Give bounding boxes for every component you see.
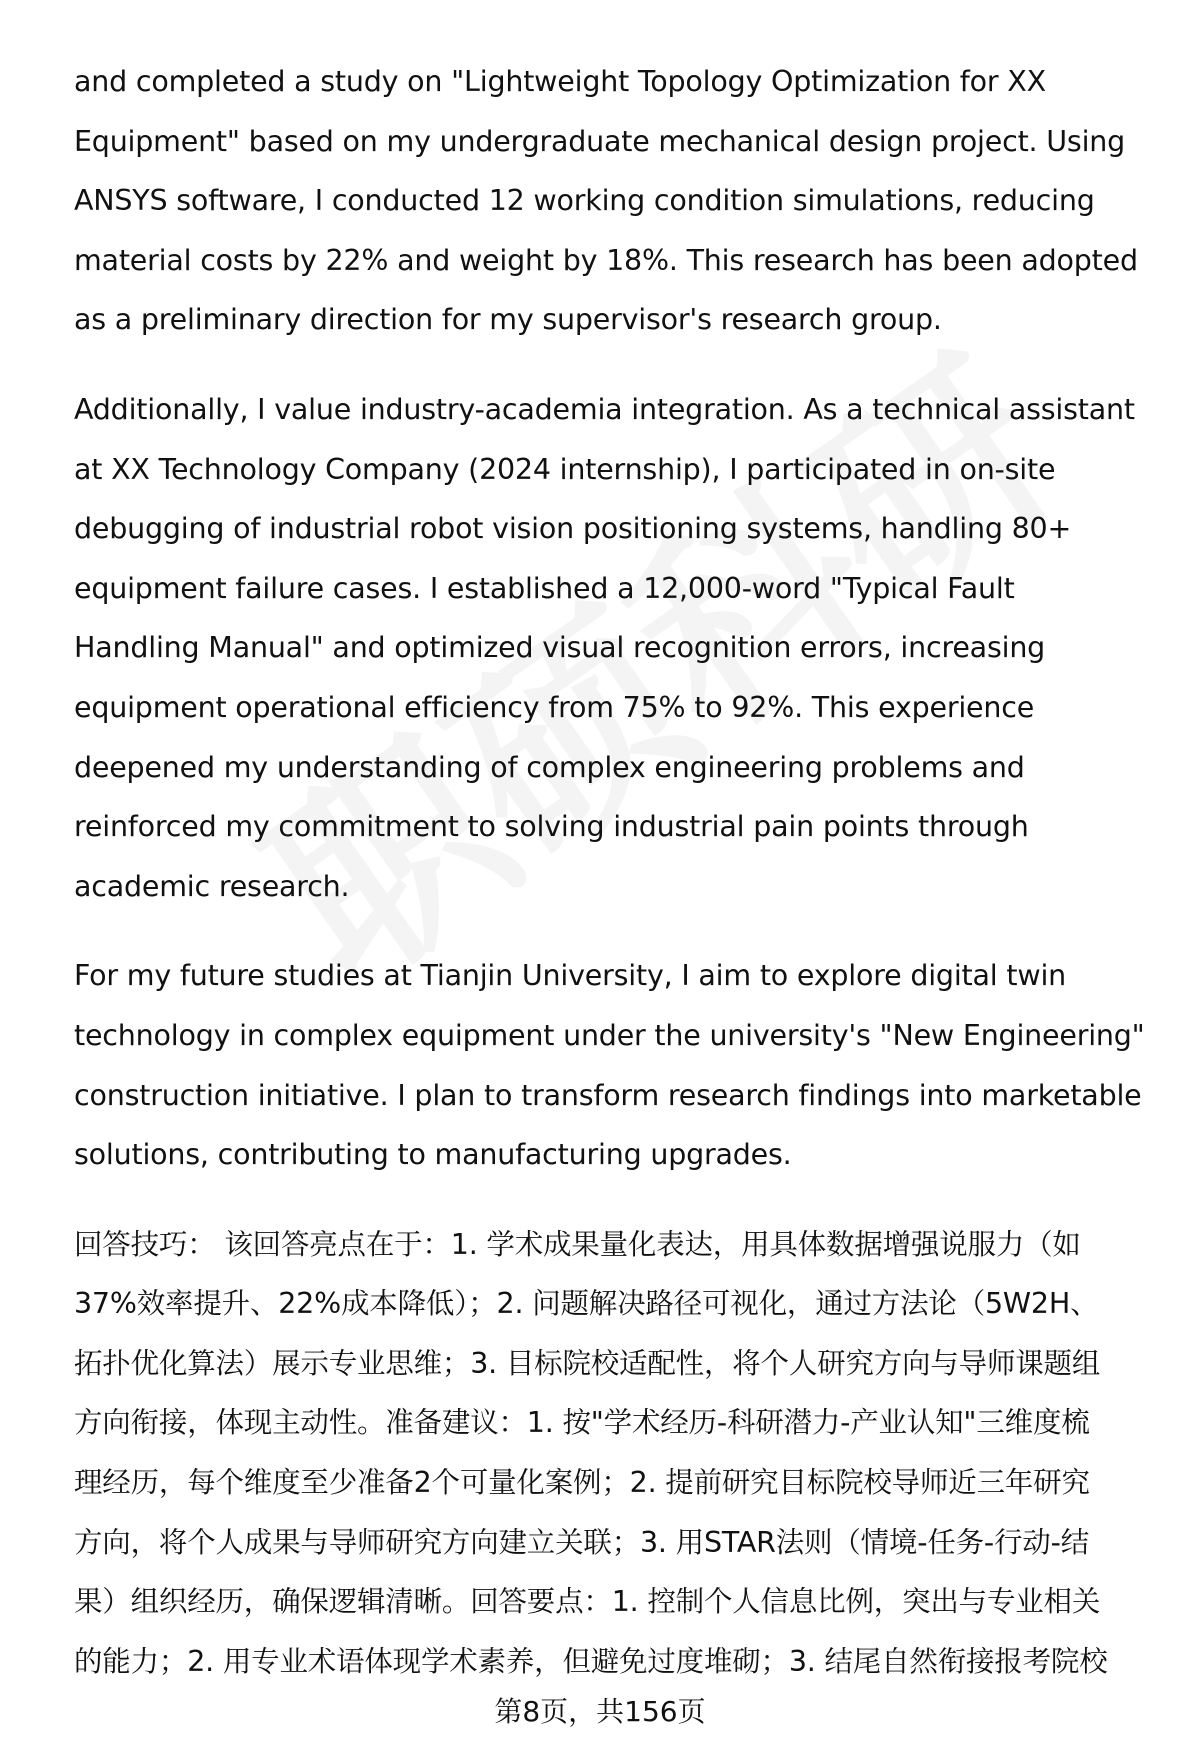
text-line: 果）组织经历，确保逻辑清晰。回答要点：1. 控制个人信息比例，突出与专业相关 [74, 1585, 1101, 1619]
document-body [74, 52, 1154, 1721]
text-line: deepened my understanding of complex engineering problems and [74, 750, 1025, 784]
text-line: Equipment" based on my undergraduate mechanical design project. Using [74, 124, 1126, 158]
text-line: 方向衔接，体现主动性。准备建议：1. 按"学术经历-科研潜力-产业认知"三维度梳 [74, 1406, 1090, 1440]
paragraph-future-studies [74, 946, 1154, 1184]
text-line: at XX Technology Company (2024 internship), I participated in on-site [74, 452, 1056, 486]
text-line: Additionally, I value industry-academia integration. As a technical assistant [74, 392, 1135, 426]
text-line: 回答技巧： 该回答亮点在于：1. 学术成果量化表达，用具体数据增强说服力（如 [74, 1227, 1081, 1261]
page-number: 第8页，共156页 [494, 1695, 706, 1728]
text-line: as a preliminary direction for my supervisor's research group. [74, 303, 942, 337]
text-line: and completed a study on "Lightweight Topology Optimization for XX [74, 65, 1046, 98]
text-line: For my future studies at Tianjin University, I aim to explore digital twin [74, 959, 1067, 993]
text-line: academic research. [74, 869, 350, 903]
text-line: reinforced my commitment to solving industrial pain points through [74, 810, 1029, 844]
text-line: 拓扑优化算法）展示专业思维；3. 目标院校适配性，将个人研究方向与导师课题组 [74, 1346, 1101, 1380]
paragraph-answer-tips [74, 1215, 1154, 1692]
text-line: ANSYS software, I conducted 12 working condition simulations, reducing [74, 184, 1095, 218]
text-line: equipment failure cases. I established a 12,000-word "Typical Fault [74, 571, 1015, 605]
text-line: solutions, contributing to manufacturing upgrades. [74, 1138, 792, 1172]
text-line: technology in complex equipment under the university's "New Engineering" [74, 1018, 1145, 1052]
text-line: construction initiative. I plan to transform research findings into marketable [74, 1078, 1142, 1112]
text-line: Handling Manual" and optimized visual recognition errors, increasing [74, 631, 1046, 665]
paragraph-internship [74, 380, 1154, 916]
text-line: equipment operational efficiency from 75% to 92%. This experience [74, 690, 1035, 724]
text-line: 方向，将个人成果与导师研究方向建立关联；3. 用STAR法则（情境-任务-行动-结 [74, 1525, 1089, 1559]
text-line: material costs by 22% and weight by 18%. This research has been adopted [74, 243, 1138, 277]
text-line: 理经历，每个维度至少准备2个可量化案例；2. 提前研究目标院校导师近三年研究 [74, 1466, 1090, 1500]
paragraph-research-study [74, 52, 1154, 350]
text-line: 的能力；2. 用专业术语体现学术素养，但避免过度堆砌；3. 结尾自然衔接报考院校 [74, 1644, 1108, 1678]
text-line: debugging of industrial robot vision positioning systems, handling 80+ [74, 512, 1072, 546]
text-line: 37%效率提升、22%成本降低）；2. 问题解决路径可视化，通过方法论（5W2H、 [74, 1287, 1099, 1321]
